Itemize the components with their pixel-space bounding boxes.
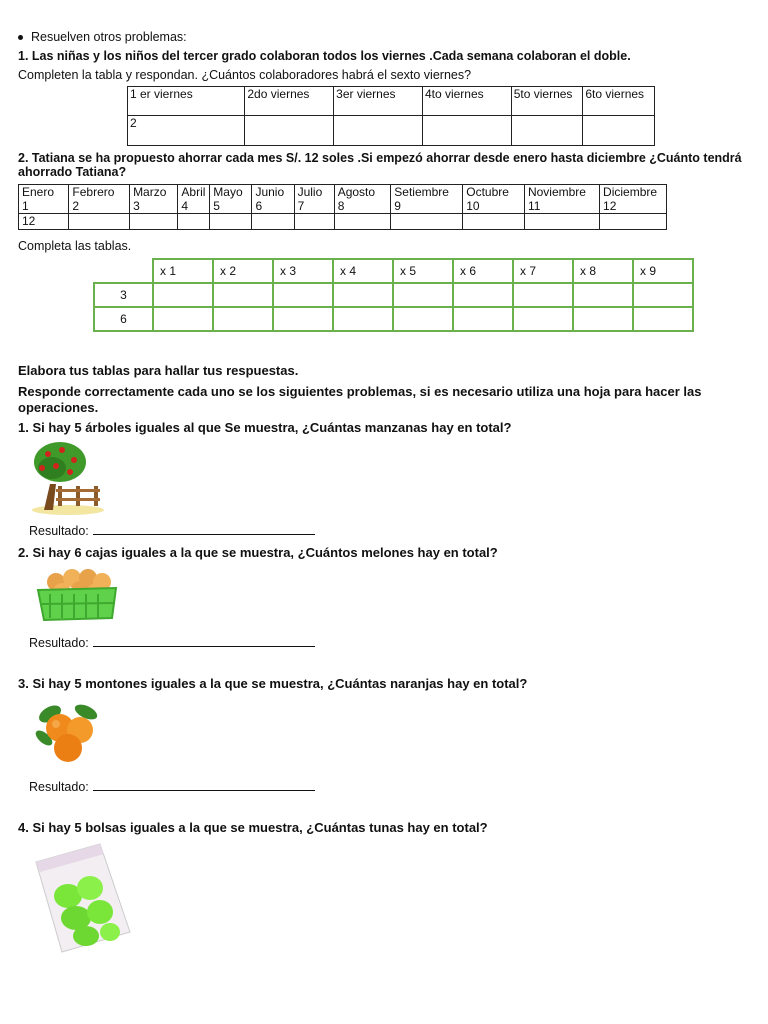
mult-answer-cell[interactable] <box>153 283 213 307</box>
apple-tree-icon <box>28 440 108 516</box>
result-label: Resultado: <box>29 524 89 538</box>
p2-value-cell: 12 <box>19 214 69 230</box>
mult-header-cell: x 6 <box>453 259 513 283</box>
p1-header-cell: 2do viernes <box>245 87 334 116</box>
p2-title: 2. Tatiana se ha propuesto ahorrar cada mes S/. 12 soles .Si empezó ahorrar desde enero hasta diciembre ¿Cuánto tendrá ahorrado Tatiana? <box>18 151 742 179</box>
month-cell <box>252 185 294 214</box>
month-name: Agosto <box>337 185 376 199</box>
p1-header-cell: 6to viernes <box>583 87 655 116</box>
result-line-3 <box>29 780 315 794</box>
month-number: 10 <box>466 199 480 213</box>
month-cell <box>178 185 210 214</box>
p2-answer-cell[interactable] <box>210 214 252 230</box>
p2-answer-cell[interactable] <box>178 214 210 230</box>
mult-answer-cell[interactable] <box>513 283 573 307</box>
result-line-1 <box>29 524 315 538</box>
mult-header-cell: x 3 <box>273 259 333 283</box>
mult-answer-cell[interactable] <box>213 307 273 331</box>
mult-answer-cell[interactable] <box>573 307 633 331</box>
p1-value-cell: 2 <box>128 116 245 146</box>
p1-subtitle: Completen la tabla y respondan. ¿Cuántos colaboradores habrá el sexto viernes? <box>18 68 472 82</box>
mult-answer-cell[interactable] <box>573 283 633 307</box>
month-name: Marzo <box>133 185 167 199</box>
p1-table <box>127 86 655 146</box>
p1-header-cell: 4to viernes <box>422 87 511 116</box>
p2-answer-cell[interactable] <box>69 214 130 230</box>
month-name: Mayo <box>213 185 243 199</box>
p2-answer-cell[interactable] <box>600 214 667 230</box>
month-number: 9 <box>394 199 401 213</box>
mult-answer-cell[interactable] <box>633 307 693 331</box>
mult-header-cell: x 2 <box>213 259 273 283</box>
month-cell <box>19 185 69 214</box>
mult-answer-cell[interactable] <box>453 283 513 307</box>
month-name: Octubre <box>466 185 509 199</box>
corner-cell <box>94 259 153 283</box>
p2-answer-cell[interactable] <box>524 214 599 230</box>
p1-title: 1. Las niñas y los niños del tercer grado colaboran todos los viernes .Cada semana colaboran el doble. <box>18 49 631 63</box>
mult-answer-cell[interactable] <box>453 307 513 331</box>
month-cell <box>391 185 463 214</box>
mult-answer-cell[interactable] <box>333 283 393 307</box>
mult-answer-cell[interactable] <box>393 283 453 307</box>
month-name: Diciembre <box>603 185 658 199</box>
intro-line <box>18 30 187 44</box>
multiplication-table <box>93 258 694 332</box>
mult-header-cell: x 8 <box>573 259 633 283</box>
p2-table <box>18 184 667 230</box>
mult-answer-cell[interactable] <box>273 307 333 331</box>
result-answer-field[interactable] <box>93 524 315 535</box>
month-name: Febrero <box>72 185 115 199</box>
mult-header-cell: x 5 <box>393 259 453 283</box>
result-answer-field[interactable] <box>93 780 315 791</box>
p1-answer-cell[interactable] <box>334 116 423 146</box>
mult-answer-cell[interactable] <box>333 307 393 331</box>
p2-answer-cell[interactable] <box>252 214 294 230</box>
result-answer-field[interactable] <box>93 636 315 647</box>
month-name: Noviembre <box>527 185 586 199</box>
mult-answer-cell[interactable] <box>513 307 573 331</box>
month-cell <box>210 185 252 214</box>
month-cell <box>294 185 334 214</box>
month-number: 7 <box>297 199 305 213</box>
month-cell <box>334 185 391 214</box>
melon-crate-icon <box>32 566 122 622</box>
mult-answer-cell[interactable] <box>393 307 453 331</box>
p1-header-cell: 3er viernes <box>334 87 423 116</box>
p1-answer-cell[interactable] <box>422 116 511 146</box>
intro-text: Resuelven otros problemas: <box>31 30 187 44</box>
mult-row-label: 6 <box>94 307 153 331</box>
p1-answer-cell[interactable] <box>583 116 655 146</box>
mult-header-cell: x 1 <box>153 259 213 283</box>
month-number: 6 <box>255 199 263 213</box>
p1-answer-cell[interactable] <box>511 116 583 146</box>
p1-header-cell: 5to viernes <box>511 87 583 116</box>
month-name: Junio <box>255 185 285 199</box>
prickly-pear-bag-icon <box>28 840 138 956</box>
month-cell <box>600 185 667 214</box>
elabora-text: Elabora tus tablas para hallar tus respuestas. <box>18 363 299 378</box>
month-number: 1 <box>22 199 29 213</box>
mult-answer-cell[interactable] <box>153 307 213 331</box>
result-label: Resultado: <box>29 636 89 650</box>
completa-text: Completa las tablas. <box>18 239 132 253</box>
p2-answer-cell[interactable] <box>294 214 334 230</box>
month-name: Abril <box>181 185 206 199</box>
bullet-icon <box>18 35 23 40</box>
responde-text: Responde correctamente cada uno se los siguientes problemas, si es necesario utiliza una hoja para hacer las operaciones. <box>18 384 702 415</box>
month-cell <box>69 185 130 214</box>
month-name: Julio <box>297 185 323 199</box>
month-number: 4 <box>181 199 189 213</box>
month-name: Enero <box>22 185 55 199</box>
result-label: Resultado: <box>29 780 89 794</box>
mult-answer-cell[interactable] <box>633 283 693 307</box>
month-cell <box>463 185 525 214</box>
month-cell <box>130 185 178 214</box>
mult-header-cell: x 4 <box>333 259 393 283</box>
month-number: 11 <box>527 199 541 213</box>
question-4: 4. Si hay 5 bolsas iguales a la que se muestra, ¿Cuántas tunas hay en total? <box>18 820 488 835</box>
mult-row-label: 3 <box>94 283 153 307</box>
p2-answer-cell[interactable] <box>130 214 178 230</box>
result-line-2 <box>29 636 315 650</box>
p1-header-cell: 1 er viernes <box>128 87 245 116</box>
question-3: 3. Si hay 5 montones iguales a la que se muestra, ¿Cuántas naranjas hay en total? <box>18 676 528 691</box>
mult-answer-cell[interactable] <box>273 283 333 307</box>
mult-header-cell: x 7 <box>513 259 573 283</box>
month-number: 8 <box>337 199 345 213</box>
mult-header-cell: x 9 <box>633 259 693 283</box>
mult-answer-cell[interactable] <box>213 283 273 307</box>
month-number: 2 <box>72 199 80 213</box>
month-number: 5 <box>213 199 220 213</box>
month-number: 12 <box>603 199 617 213</box>
month-name: Setiembre <box>394 185 449 199</box>
question-1: 1. Si hay 5 árboles iguales al que Se muestra, ¿Cuántas manzanas hay en total? <box>18 420 512 435</box>
p2-answer-cell[interactable] <box>463 214 525 230</box>
oranges-icon <box>34 698 104 766</box>
p2-answer-cell[interactable] <box>334 214 391 230</box>
p2-answer-cell[interactable] <box>391 214 463 230</box>
question-2: 2. Si hay 6 cajas iguales a la que se muestra, ¿Cuántos melones hay en total? <box>18 545 498 560</box>
month-cell <box>524 185 599 214</box>
month-number: 3 <box>133 199 140 213</box>
p1-answer-cell[interactable] <box>245 116 334 146</box>
